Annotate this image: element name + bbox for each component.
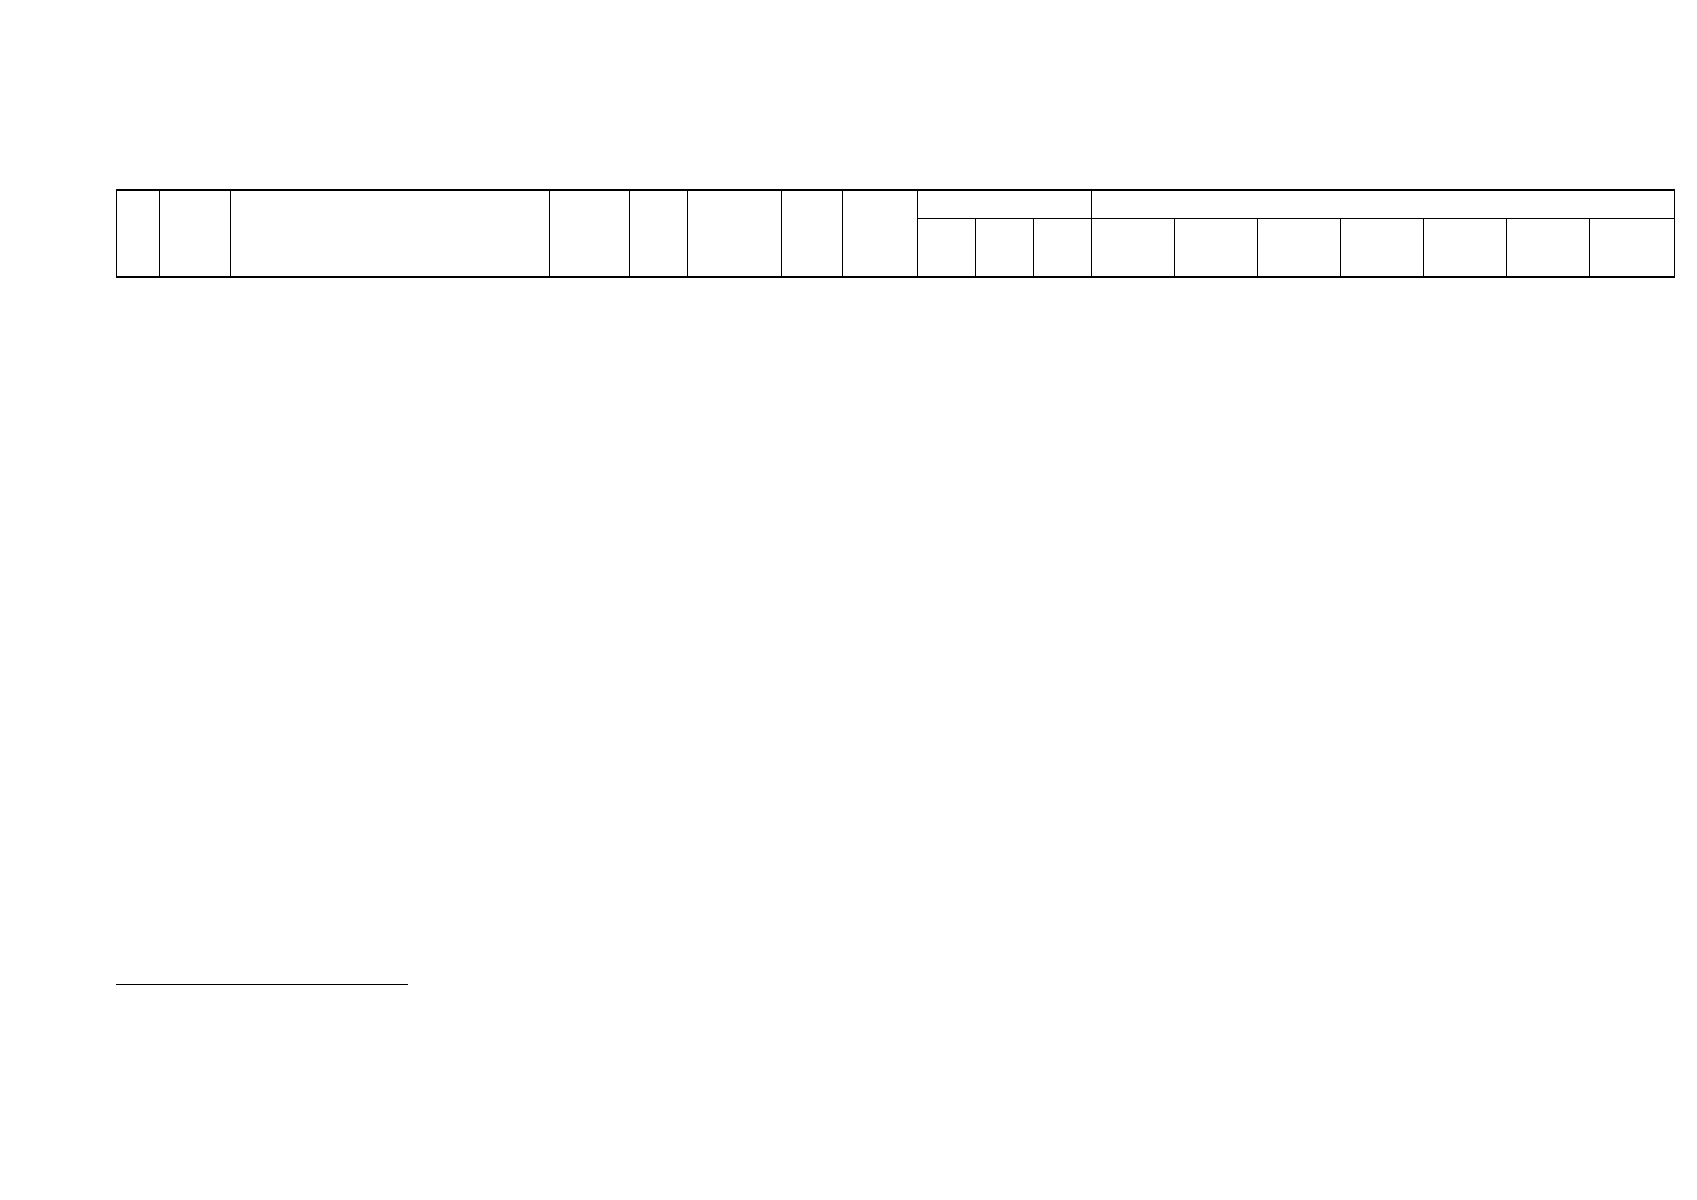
column-number: [160, 276, 231, 277]
header-method: [688, 190, 782, 276]
column-number: [1424, 276, 1507, 277]
column-number: [918, 276, 976, 277]
header-year: [1507, 218, 1590, 276]
column-number: [843, 276, 918, 277]
column-number: [117, 276, 160, 277]
column-number: [1341, 276, 1424, 277]
column-number: [1507, 276, 1590, 277]
header-unit: [550, 190, 630, 276]
column-number: [1258, 276, 1341, 277]
header-coef: [630, 190, 688, 276]
header-total: [1590, 218, 1675, 276]
column-number: [550, 276, 630, 277]
column-number: [976, 276, 1034, 277]
formula: [218, 1058, 250, 1074]
header-vr: [1034, 218, 1092, 276]
header-designation: [160, 190, 231, 276]
header-year: [1175, 218, 1258, 276]
header-executor: [843, 190, 918, 276]
header-terms: [782, 190, 843, 276]
column-number: [782, 276, 843, 277]
header-row-no: [117, 190, 160, 276]
header-csr: [976, 218, 1034, 276]
header-year: [1092, 218, 1175, 276]
header-name: [231, 190, 550, 276]
table-header: [117, 190, 1675, 277]
column-number: [231, 276, 550, 277]
header-year: [1258, 218, 1341, 276]
column-number: [1034, 276, 1092, 277]
header-rz-prz: [918, 218, 976, 276]
footnote-separator: [116, 984, 408, 985]
program-indicators-table: [116, 189, 1675, 278]
header-year: [1424, 218, 1507, 276]
header-budget-codes: [918, 190, 1092, 218]
column-number: [1092, 276, 1175, 277]
column-number: [1590, 276, 1675, 277]
column-number: [630, 276, 688, 277]
header-year: [1341, 218, 1424, 276]
column-number: [688, 276, 782, 277]
header-values-by-year: [1092, 190, 1675, 218]
column-number: [1175, 276, 1258, 277]
